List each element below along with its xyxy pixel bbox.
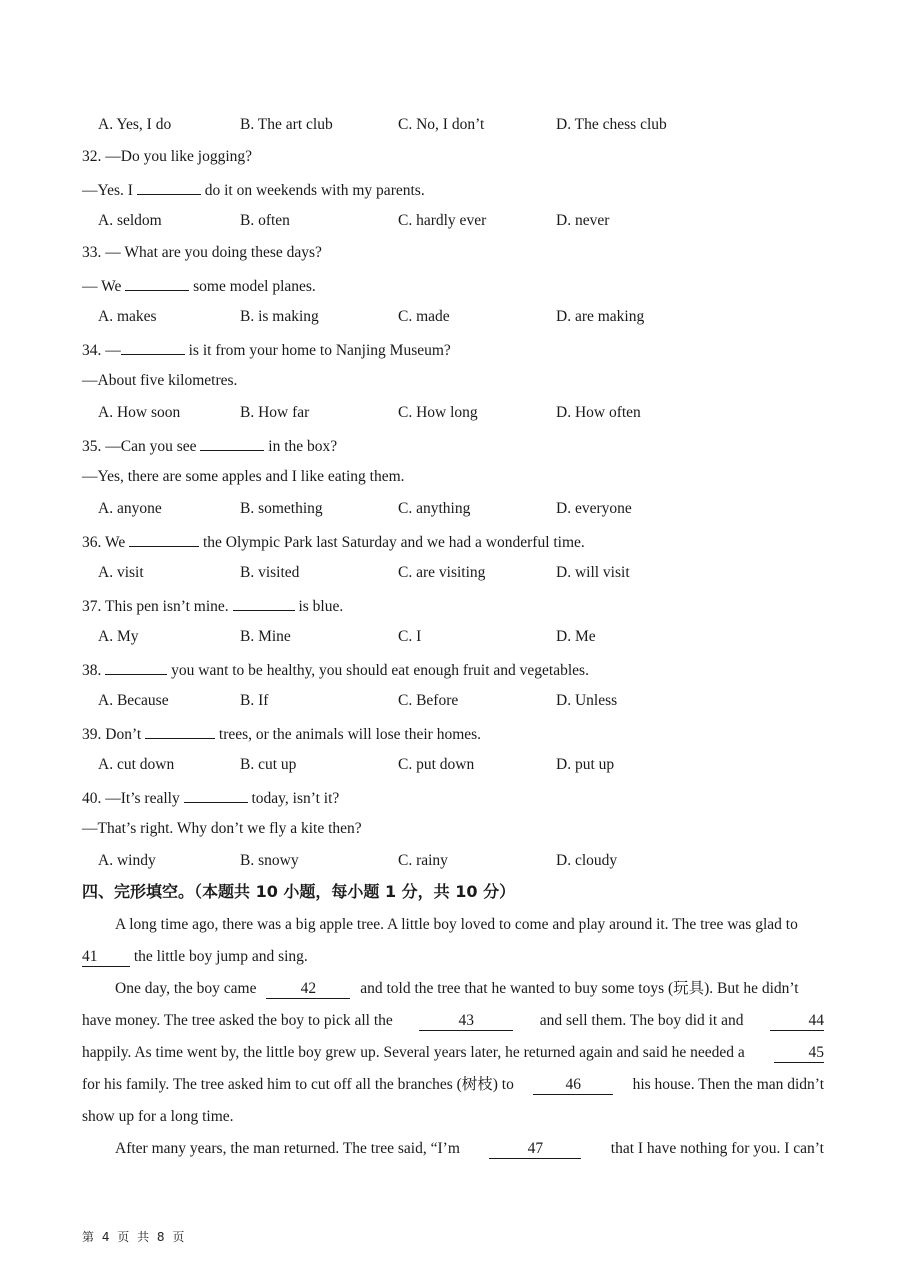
q33-option-b: B. is making: [240, 308, 319, 325]
blank-47: 47: [489, 1140, 581, 1159]
q31-option-b: B. The art club: [240, 116, 333, 133]
q38-option-c: C. Before: [398, 692, 459, 709]
q34-answer: —About five kilometres.: [82, 372, 238, 389]
q34-question-post: is it from your home to Nanjing Museum?: [188, 342, 451, 359]
q35-option-c: C. anything: [398, 500, 471, 517]
q37-option-c: C. I: [398, 628, 422, 645]
p1-line1: [115, 915, 824, 935]
q31-option-d: D. The chess club: [556, 116, 667, 133]
q37-question: [82, 595, 343, 617]
q40-option-d: D. cloudy: [556, 852, 618, 869]
p2-line1: [115, 979, 799, 999]
q36-question: [82, 531, 585, 553]
p1-line2: [82, 947, 308, 967]
q33-option-d: D. are making: [556, 308, 645, 325]
q33-answer-pre: — We: [82, 278, 122, 295]
q34-option-d: D. How often: [556, 404, 641, 421]
q34-option-b: B. How far: [240, 404, 310, 421]
q40-option-a: A. windy: [98, 852, 156, 869]
q33-question: 33. — What are you doing these days?: [82, 244, 322, 261]
answer-blank: [121, 339, 185, 355]
p2-l4-pre: for his family. The tree asked him to cut off all the branches (树枝) to: [82, 1076, 514, 1093]
q39-option-a: A. cut down: [98, 756, 175, 773]
p3-pre: After many years, the man returned. The tree said, “I’m: [115, 1140, 460, 1157]
blank-45: 45: [774, 1044, 824, 1063]
p1-line2-text: the little boy jump and sing.: [133, 948, 308, 965]
q39-question-pre: 39. Don’t: [82, 726, 142, 743]
section-heading: 四、完形填空。（本题共 10 小题，每小题 1 分，共 10 分）: [82, 882, 516, 901]
q36-option-d: D. will visit: [556, 564, 630, 581]
q35-question-post: in the box?: [268, 438, 338, 455]
q34-option-c: C. How long: [398, 404, 478, 421]
q32-answer-pre: —Yes. I: [82, 182, 133, 199]
q37-question-post: is blue.: [298, 598, 344, 615]
q35-option-d: D. everyone: [556, 500, 632, 517]
blank-44: 44: [770, 1012, 824, 1031]
q31-option-a: A. Yes, I do: [98, 116, 172, 133]
q33-option-c: C. made: [398, 308, 450, 325]
q40-option-b: B. snowy: [240, 852, 299, 869]
q32-option-b: B. often: [240, 212, 290, 229]
q32-option-d: D. never: [556, 212, 610, 229]
q32-answer-post: do it on weekends with my parents.: [204, 182, 425, 199]
q34-option-a: A. How soon: [98, 404, 181, 421]
q40-option-c: C. rainy: [398, 852, 448, 869]
q39-option-b: B. cut up: [240, 756, 297, 773]
q35-question-pre: 35. —Can you see: [82, 438, 197, 455]
q38-option-b: B. If: [240, 692, 269, 709]
blank-43: 43: [419, 1012, 513, 1031]
q37-option-b: B. Mine: [240, 628, 291, 645]
p2-l2-pre: have money. The tree asked the boy to pick all the: [82, 1012, 393, 1029]
answer-blank: [129, 531, 199, 547]
q35-question: [82, 435, 337, 457]
q39-option-c: C. put down: [398, 756, 475, 773]
q38-question: [82, 659, 589, 681]
q34-question: [82, 339, 451, 361]
q39-question-post: trees, or the animals will lose their homes.: [218, 726, 482, 743]
answer-blank: [105, 659, 167, 675]
q32-option-c: C. hardly ever: [398, 212, 487, 229]
q33-answer-post: some model planes.: [193, 278, 316, 295]
answer-blank: [200, 435, 264, 451]
q40-question-pre: 40. —It’s really: [82, 790, 180, 807]
q40-question-post: today, isn’t it?: [251, 790, 340, 807]
q37-option-d: D. Me: [556, 628, 596, 645]
p2-line3: [82, 1043, 824, 1063]
q38-option-d: D. Unless: [556, 692, 618, 709]
q35-answer: —Yes, there are some apples and I like eating them.: [82, 468, 405, 485]
blank-42: 42: [266, 980, 350, 999]
p2-line5: show up for a long time.: [82, 1108, 234, 1125]
p3-line1: [115, 1139, 824, 1159]
answer-blank: [145, 723, 215, 739]
q32-option-a: A. seldom: [98, 212, 162, 229]
q36-question-post: the Olympic Park last Saturday and we had a wonderful time.: [203, 534, 585, 551]
q40-answer: —That’s right. Why don’t we fly a kite then?: [82, 820, 362, 837]
p2-line2: [82, 1011, 824, 1031]
q33-answer: [82, 275, 316, 297]
q38-question-post: you want to be healthy, you should eat enough fruit and vegetables.: [171, 662, 589, 679]
q36-question-pre: 36. We: [82, 534, 126, 551]
q37-question-pre: 37. This pen isn’t mine.: [82, 598, 229, 615]
p2-line4: [82, 1075, 824, 1095]
answer-blank: [137, 179, 201, 195]
q38-question-pre: 38.: [82, 662, 102, 679]
q32-question: 32. —Do you like jogging?: [82, 148, 253, 165]
q35-option-a: A. anyone: [98, 500, 162, 517]
p2-l3-pre: happily. As time went by, the little boy grew up. Several years later, he returned again and said he needed a: [82, 1044, 745, 1061]
p2-l1-post: and told the tree that he wanted to buy some toys (玩具). But he didn’t: [360, 980, 799, 997]
q34-question-pre: 34. —: [82, 342, 121, 359]
page-footer: 第 4 页 共 8 页: [82, 1230, 185, 1244]
q36-option-b: B. visited: [240, 564, 300, 581]
p2-l4-post: his house. Then the man didn’t: [632, 1076, 824, 1093]
answer-blank: [184, 787, 248, 803]
blank-46: 46: [533, 1076, 613, 1095]
q33-option-a: A. makes: [98, 308, 157, 325]
p3-post: that I have nothing for you. I can’t: [610, 1140, 824, 1157]
q40-question: [82, 787, 339, 809]
q32-answer: [82, 179, 425, 201]
q36-option-a: A. visit: [98, 564, 144, 581]
q39-question: [82, 723, 481, 745]
q38-option-a: A. Because: [98, 692, 169, 709]
answer-blank: [233, 595, 295, 611]
p2-l2-mid: and sell them. The boy did it and: [539, 1012, 744, 1029]
blank-41: 41: [82, 948, 130, 967]
p1-line1-text: A long time ago, there was a big apple tree. A little boy loved to come and play around it. The tree was glad to: [115, 916, 798, 933]
q39-option-d: D. put up: [556, 756, 615, 773]
q36-option-c: C. are visiting: [398, 564, 486, 581]
answer-blank: [125, 275, 189, 291]
q35-option-b: B. something: [240, 500, 323, 517]
q31-option-c: C. No, I don’t: [398, 116, 485, 133]
q37-option-a: A. My: [98, 628, 139, 645]
p2-l1-pre: One day, the boy came: [115, 980, 257, 997]
